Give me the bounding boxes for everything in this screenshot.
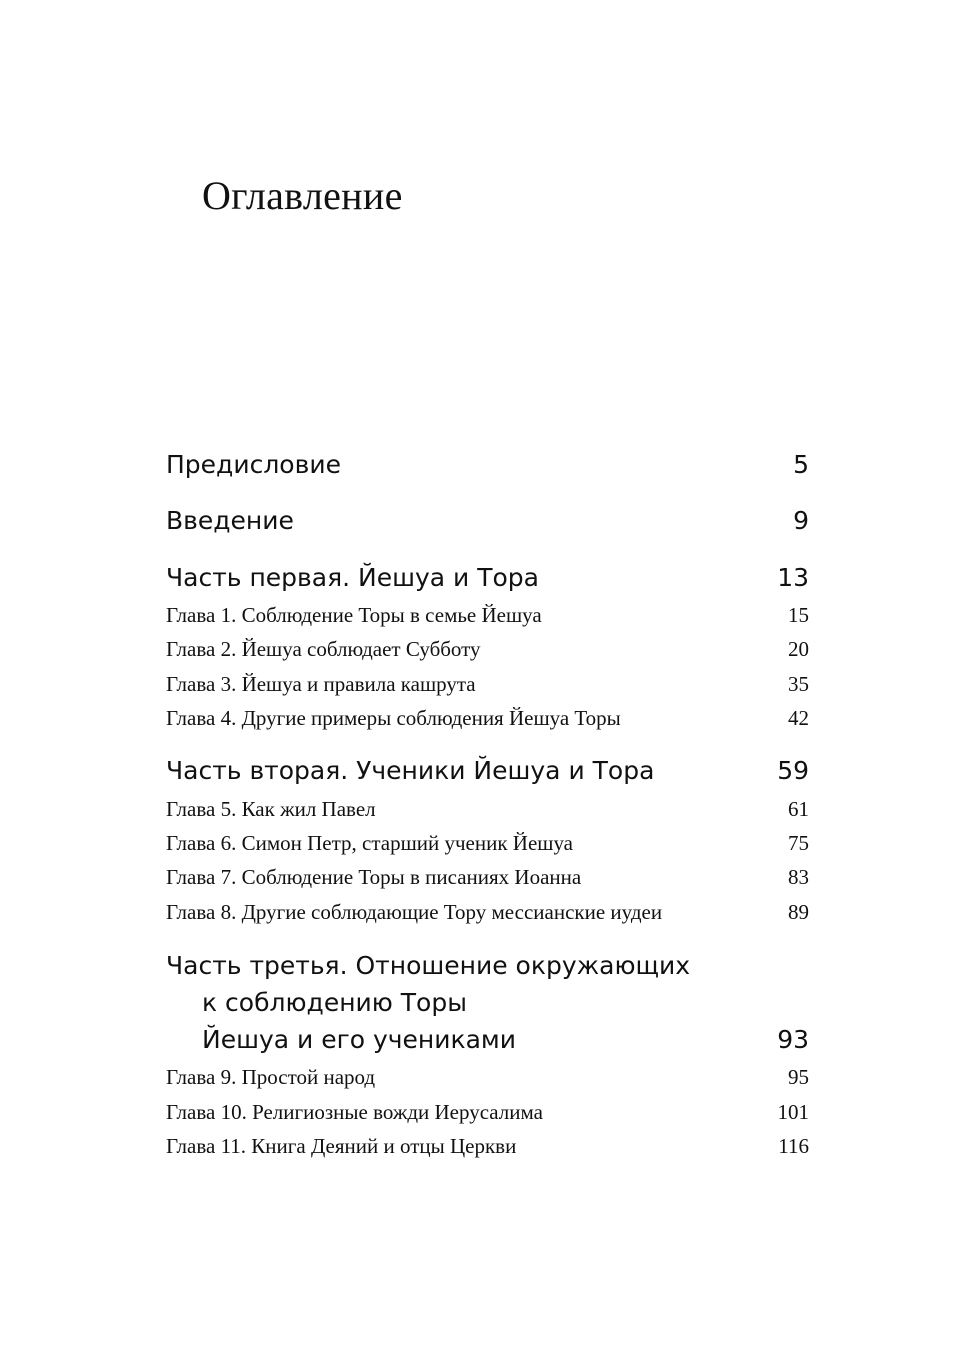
toc-title: Оглавление <box>202 173 403 218</box>
toc-part-1[interactable] <box>166 563 809 593</box>
toc-entry-label: Введение <box>166 506 294 535</box>
toc-chapter-4[interactable] <box>166 705 809 731</box>
toc-chapter-5[interactable] <box>166 796 809 822</box>
toc-entry-page: 75 <box>788 831 809 855</box>
toc-chapter-3[interactable] <box>166 671 809 697</box>
toc-chapter-7[interactable] <box>166 864 809 890</box>
toc-entry-page: 95 <box>788 1065 809 1089</box>
toc-entry-label: Предисловие <box>166 450 341 479</box>
toc-entry-label: Глава 5. Как жил Павел <box>166 797 376 821</box>
toc-entry-page: 20 <box>788 637 809 661</box>
toc-chapter-10[interactable] <box>166 1099 809 1125</box>
toc-entry-preface[interactable] <box>166 450 809 480</box>
toc-entry-page: 61 <box>788 797 809 821</box>
toc-part-2[interactable] <box>166 756 809 786</box>
toc-entry-label: к соблюдению Торы <box>202 988 467 1017</box>
toc-chapter-11[interactable] <box>166 1133 809 1159</box>
toc-entry-label: Глава 9. Простой народ <box>166 1065 376 1089</box>
toc-entry-page: 5 <box>793 450 809 479</box>
toc-entry-label: Глава 11. Книга Деяний и отцы Церкви <box>166 1134 517 1158</box>
toc-entry-page: 9 <box>793 506 809 535</box>
toc-entry-label: Часть первая. Йешуа и Тора <box>166 563 539 592</box>
toc-chapter-8[interactable] <box>166 899 809 925</box>
toc-entry-label: Глава 8. Другие соблюдающие Тору мессианские иудеи <box>166 900 663 924</box>
toc-entry-label: Глава 6. Симон Петр, старший ученик Йешуа <box>166 831 573 855</box>
toc-entry-page: 116 <box>778 1134 809 1158</box>
toc-entry-label: Глава 4. Другие примеры соблюдения Йешуа Торы <box>166 706 621 730</box>
toc-entry-label: Глава 7. Соблюдение Торы в писаниях Иоанна <box>166 865 582 889</box>
toc-part-3-line-3[interactable] <box>166 1025 809 1055</box>
toc-entry-page: 83 <box>788 865 809 889</box>
toc-entry-page: 93 <box>777 1025 809 1054</box>
toc-part-3-line-2[interactable] <box>166 988 809 1018</box>
toc-chapter-6[interactable] <box>166 830 809 856</box>
toc-part-3-line-1[interactable] <box>166 951 809 981</box>
toc-entry-page: 42 <box>788 706 809 730</box>
toc-entry-label: Часть вторая. Ученики Йешуа и Тора <box>166 756 655 785</box>
toc-entry-page: 89 <box>788 900 809 924</box>
toc-entry-page: 13 <box>777 563 809 592</box>
toc-entry-page: 15 <box>788 603 809 627</box>
toc-entry-page: 101 <box>777 1100 809 1124</box>
toc-chapter-9[interactable] <box>166 1064 809 1090</box>
toc-entry-page: 35 <box>788 672 809 696</box>
toc-entry-label: Глава 10. Религиозные вожди Иерусалима <box>166 1100 543 1124</box>
toc-chapter-1[interactable] <box>166 602 809 628</box>
toc-entry-label: Глава 1. Соблюдение Торы в семье Йешуа <box>166 603 542 627</box>
toc-entry-label: Глава 3. Йешуа и правила кашрута <box>166 672 476 696</box>
toc-entry-introduction[interactable] <box>166 506 809 536</box>
toc-entry-label: Часть третья. Отношение окружающих <box>166 951 691 980</box>
toc-entry-label: Йешуа и его учениками <box>202 1025 517 1054</box>
toc-chapter-2[interactable] <box>166 636 809 662</box>
toc-entry-page: 59 <box>777 756 809 785</box>
toc-entry-label: Глава 2. Йешуа соблюдает Субботу <box>166 637 481 661</box>
